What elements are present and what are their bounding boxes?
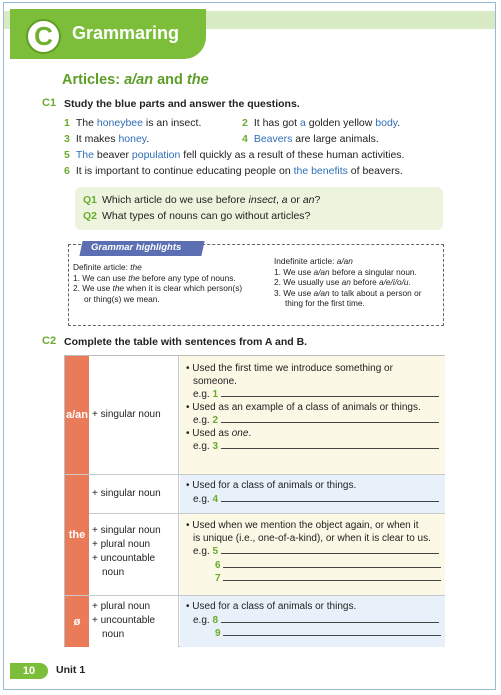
noun-cell-a-an: + singular noun xyxy=(89,356,179,474)
answer-blank-5[interactable] xyxy=(221,545,439,554)
sentence-6: 6 It is important to continue educating people on the benefits of beavers. xyxy=(64,165,403,177)
question-2: Q2 What types of nouns can go without articles? xyxy=(83,210,311,222)
page-frame xyxy=(3,2,496,690)
exercise-label-c1: C1 xyxy=(42,97,57,109)
exercise-label-c2: C2 xyxy=(42,335,57,347)
sentence-3: 3 It makes honey. xyxy=(64,133,150,145)
page-number: 10 xyxy=(10,663,48,679)
sentence-4: 4 Beavers are large animals. xyxy=(242,133,379,145)
grammar-highlights-box xyxy=(68,244,444,326)
indefinite-article-notes: Indefinite article: a/an 1. We use a/an before a singular noun. 2. We usually use an before a/e/i/o/u. 3. We use a/an to talk about a person or thing for the first time. xyxy=(274,256,422,308)
answer-blank-1[interactable] xyxy=(221,388,439,397)
questions-box xyxy=(75,187,443,230)
article-cell-zero: ø xyxy=(65,596,89,647)
answer-blank-7[interactable] xyxy=(223,572,441,581)
usage-cell-the-1: • Used for a class of animals or things. e.g. 4 xyxy=(180,475,445,513)
answer-blank-8[interactable] xyxy=(221,614,439,623)
section-title: Articles: a/an and the xyxy=(62,72,209,88)
noun-cell-the-1: + singular noun xyxy=(89,475,179,513)
answer-blank-2[interactable] xyxy=(221,414,439,423)
answer-blank-3[interactable] xyxy=(221,440,439,449)
answer-blank-9[interactable] xyxy=(223,627,441,636)
answer-blank-6[interactable] xyxy=(223,559,441,568)
unit-label: Unit 1 xyxy=(56,664,86,676)
sentence-1: 1 The honeybee is an insect. xyxy=(64,117,202,129)
definite-article-notes: Definite article: the 1. We can use the before any type of nouns. 2. We use the when it is clear which person(s) or thing(s) we mean. xyxy=(73,262,243,304)
usage-cell-the-2: • Used when we mention the object again, or when it is unique (i.e., one-of-a-kind), or when it is clear to us. e.g. 5 6 7 xyxy=(180,514,445,595)
usage-cell-a-an: • Used the first time we introduce something or someone. e.g. 1 • Used as an example of a class of animals or things. e.g. 2 • Used as one. e.g. 3 xyxy=(180,356,445,474)
exercise-instruction-c2: Complete the table with sentences from A and B. xyxy=(64,336,308,348)
question-1: Q1 Which article do we use before insect, a or an? xyxy=(83,194,321,206)
section-badge: C xyxy=(26,19,61,54)
articles-table xyxy=(64,355,445,647)
header-title: Grammaring xyxy=(72,23,180,43)
noun-cell-zero: + plural noun + uncountable noun xyxy=(89,596,179,647)
usage-cell-zero: • Used for a class of animals or things. e.g. 8 9 xyxy=(180,596,445,647)
sentence-2: 2 It has got a golden yellow body. xyxy=(242,117,401,129)
exercise-instruction-c1: Study the blue parts and answer the questions. xyxy=(64,98,300,110)
article-cell-a-an: a/an xyxy=(65,356,89,474)
header-band xyxy=(10,9,206,59)
noun-cell-the-2: + singular noun + plural noun + uncountable noun xyxy=(89,514,179,595)
answer-blank-4[interactable] xyxy=(221,493,439,502)
article-cell-the: the xyxy=(65,475,89,595)
grammar-highlights-title: Grammar highlights xyxy=(91,242,182,253)
sentence-5: 5 The beaver population fell quickly as a result of these human activities. xyxy=(64,149,405,161)
